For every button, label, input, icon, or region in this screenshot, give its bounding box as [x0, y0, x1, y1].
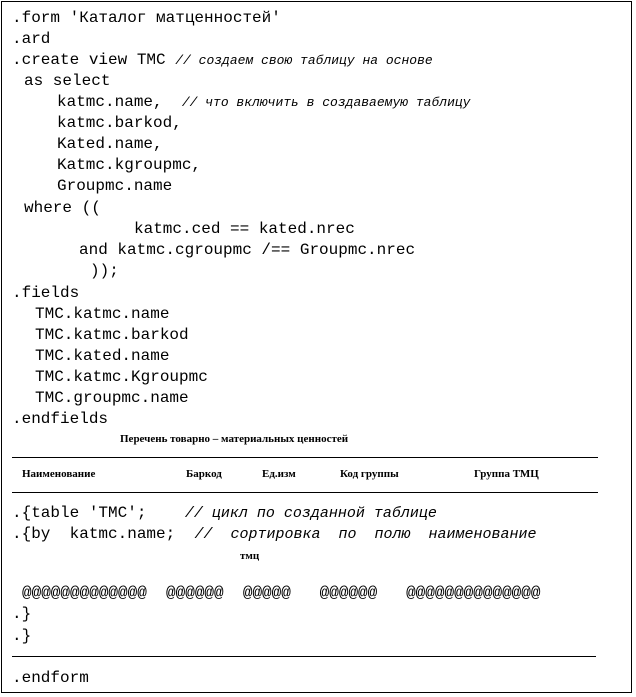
- create-comment: // создаем свою таблицу на основе: [175, 53, 433, 68]
- create-command: .create view TMC: [12, 51, 166, 69]
- create-view-line: [12, 50, 433, 71]
- field-line-1: [57, 92, 470, 113]
- as-select-line: as select: [24, 72, 111, 90]
- by-sort-line: [12, 524, 537, 545]
- header-name: Наименование: [22, 468, 96, 480]
- fields-item-4: TMC.katmc.Kgroupmc: [35, 368, 208, 386]
- table-loop-code: .{table 'TMC';: [12, 504, 147, 522]
- ard-line: .ard: [12, 30, 51, 48]
- field-1-code: katmc.name,: [57, 93, 163, 111]
- fields-item-1: TMC.katmc.name: [35, 305, 170, 323]
- loop-close-1: .}: [12, 605, 32, 623]
- endform-line: .endform: [12, 669, 89, 687]
- header-unit: Ед.изм: [262, 468, 296, 480]
- field-line-4: Katmc.kgroupmc,: [57, 156, 202, 174]
- condition-line-1: katmc.ced == kated.nrec: [134, 220, 355, 238]
- loop-close-2: .}: [12, 627, 32, 645]
- field-line-3: Kated.name,: [57, 135, 163, 153]
- condition-line-2: and katmc.cgroupmc /== Groupmc.nrec: [79, 241, 416, 259]
- close-paren-line: ));: [90, 262, 119, 280]
- field-line-2: katmc.barkod,: [57, 114, 182, 132]
- fields-line: .fields: [12, 284, 80, 302]
- header-group-code: Код группы: [340, 468, 399, 480]
- endfields-line: .endfields: [12, 410, 109, 428]
- by-sort-comment-cont: тмц: [240, 550, 260, 562]
- field-1-comment: // что включить в создаваемую таблицу: [181, 95, 471, 110]
- by-sort-code: .{by katmc.name;: [12, 525, 176, 543]
- report-title: Перечень товарно – материальных ценностей: [120, 433, 349, 445]
- field-line-5: Groupmc.name: [57, 177, 173, 195]
- by-sort-comment: // сортировка по полю наименование: [194, 526, 537, 543]
- footer-rule: [12, 656, 596, 657]
- where-line: where ((: [24, 199, 101, 217]
- table-loop-line: [12, 503, 437, 524]
- header-bottom-rule: [12, 492, 598, 493]
- header-barcode: Баркод: [186, 468, 222, 480]
- header-top-rule: [12, 457, 598, 458]
- table-loop-comment: // цикл по созданной таблице: [184, 505, 437, 522]
- header-group-tmc: Группа ТМЦ: [474, 468, 539, 480]
- fields-item-3: TMC.kated.name: [35, 347, 170, 365]
- placeholder-row: @@@@@@@@@@@@@ @@@@@@ @@@@@ @@@@@@ @@@@@@@@@@@@@@: [22, 584, 541, 602]
- fields-item-2: TMC.katmc.barkod: [35, 326, 189, 344]
- fields-item-5: TMC.groupmc.name: [35, 389, 189, 407]
- form-line: .form 'Каталог матценностей': [12, 9, 281, 27]
